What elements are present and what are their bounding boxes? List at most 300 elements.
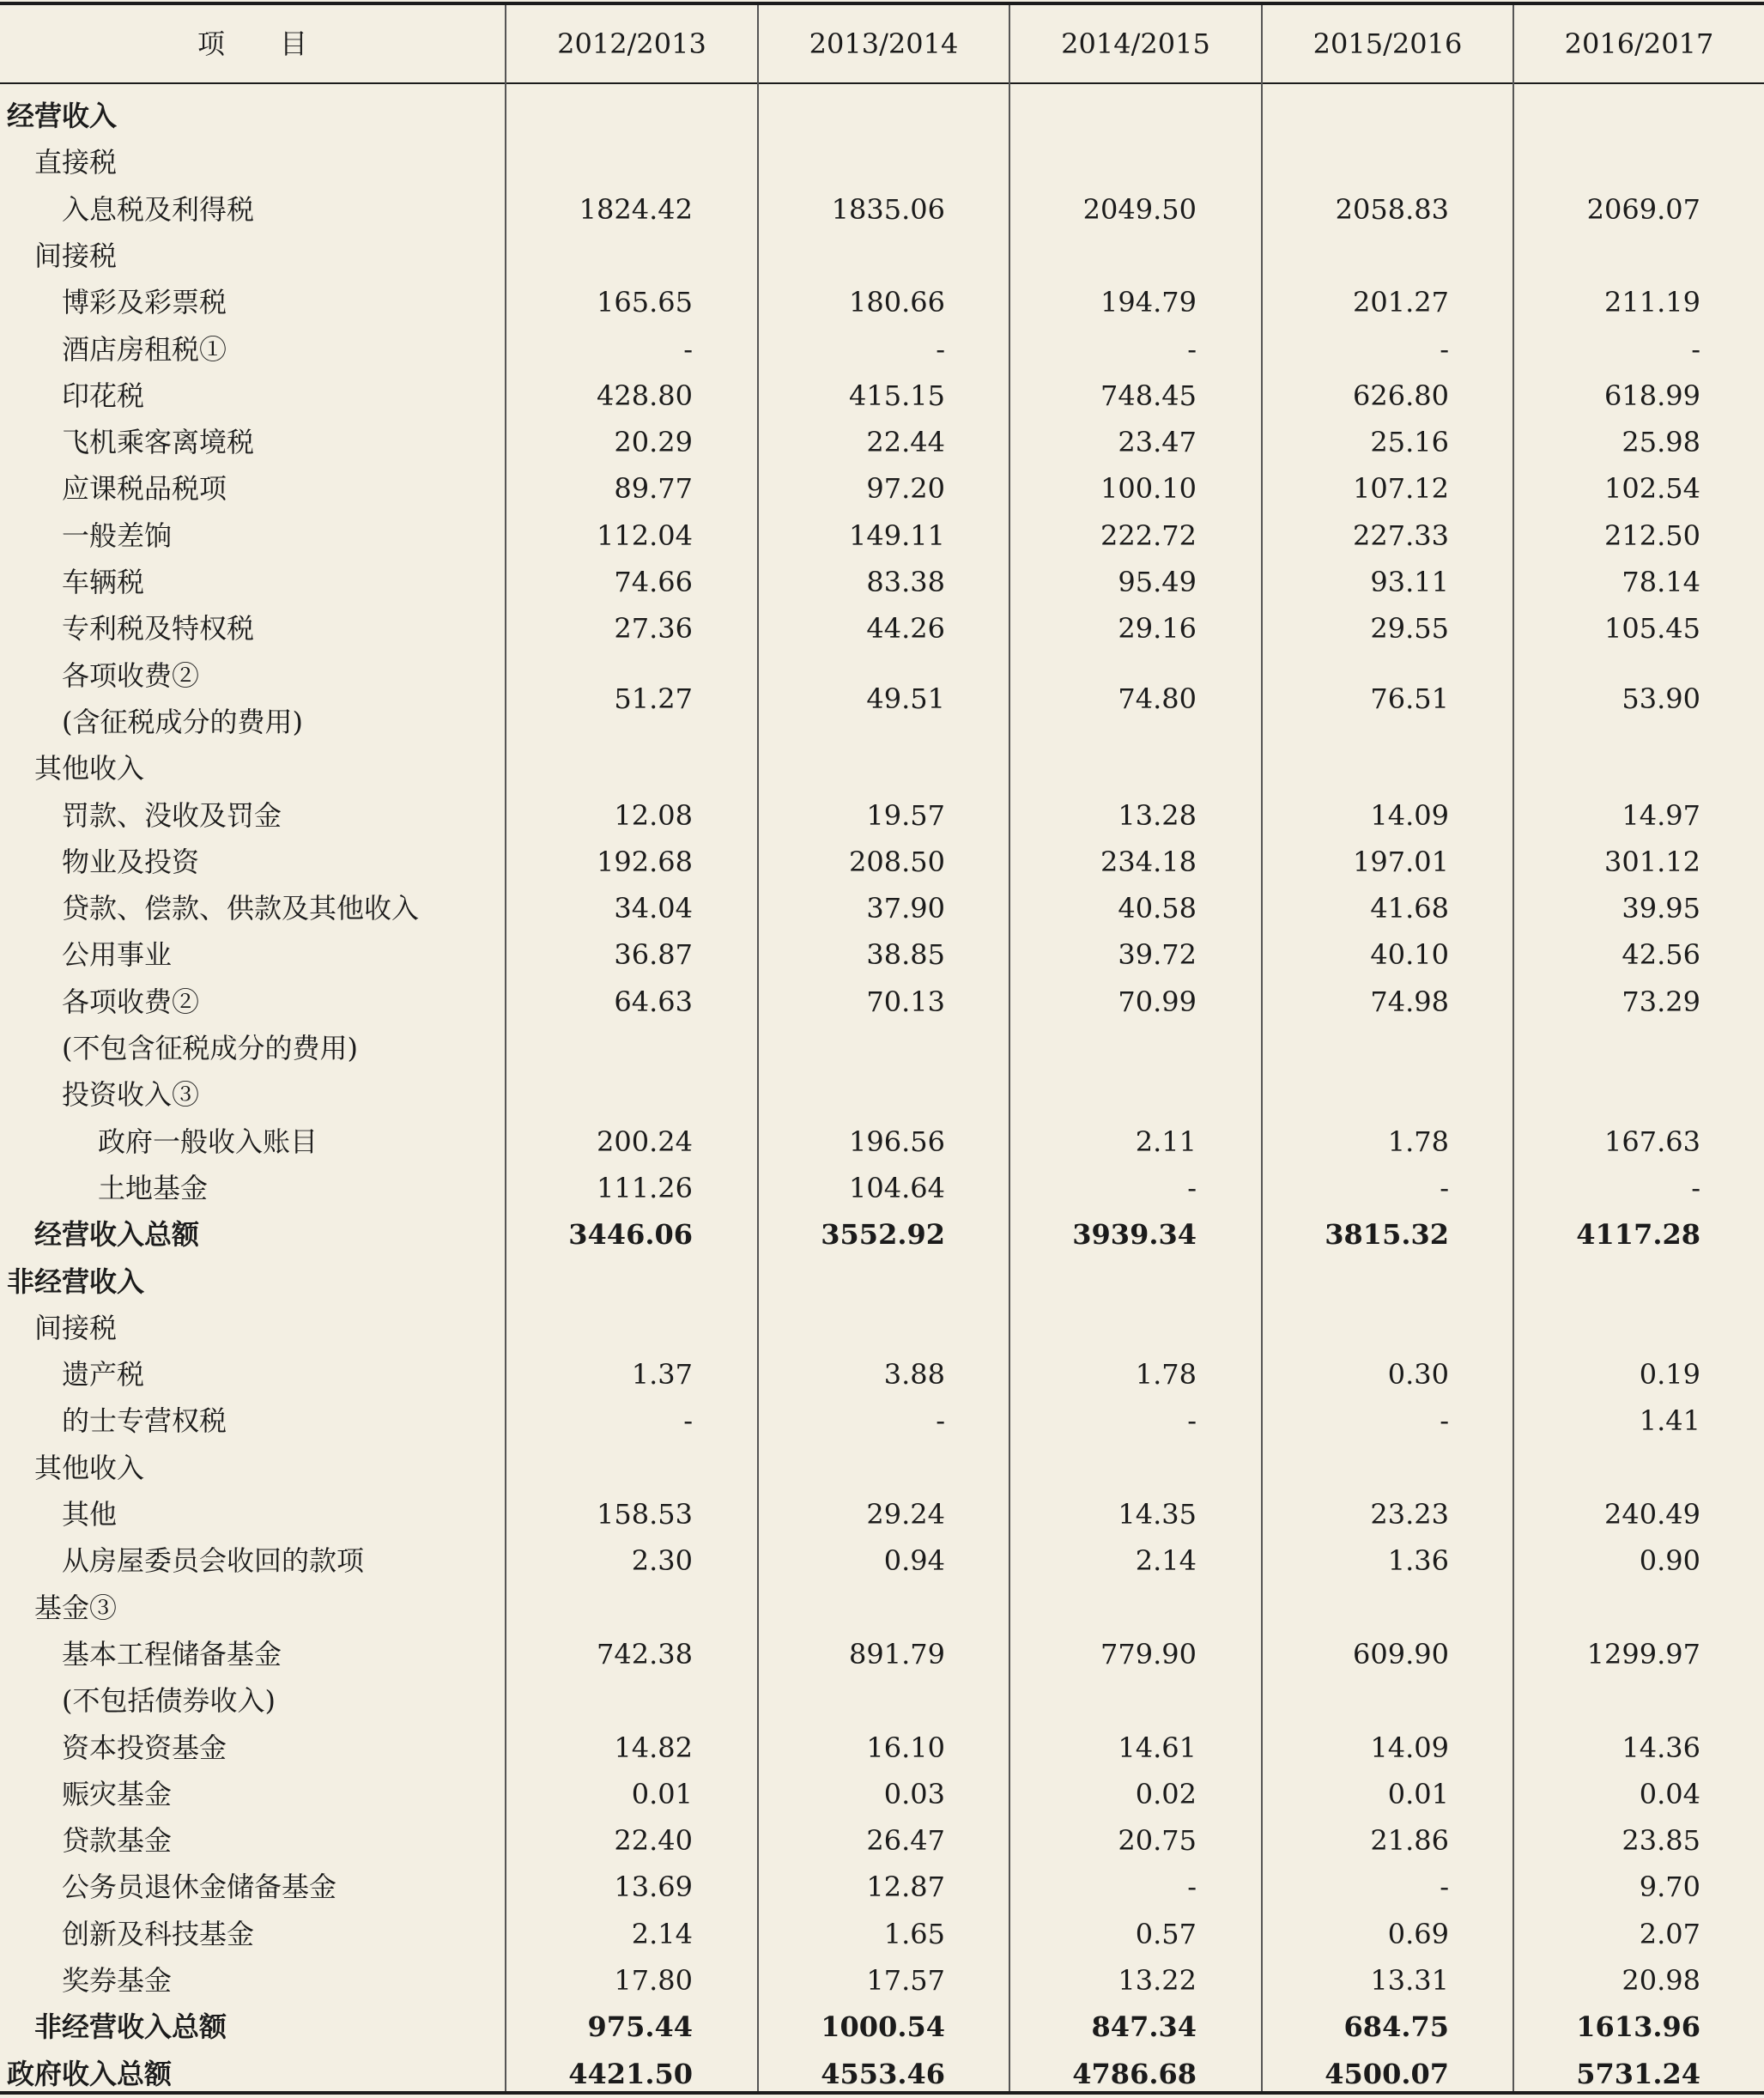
- row-label: 非经营收入: [7, 1265, 145, 1298]
- row-value: 22.40: [614, 1824, 693, 1857]
- row-value: 0.69: [1387, 1918, 1449, 1950]
- row-value: 2.14: [1135, 1544, 1197, 1577]
- row-value: [759, 1071, 945, 1118]
- row-value: [1263, 139, 1449, 185]
- row-value: 779.90: [1100, 1638, 1197, 1671]
- row-value: 4786.68: [1072, 2058, 1197, 2090]
- row-label: 赈灾基金: [62, 1778, 173, 1810]
- row-value: 12.08: [614, 799, 693, 832]
- row-value: 165.65: [597, 286, 693, 318]
- row-value: [1514, 139, 1700, 185]
- row-value: 29.16: [1118, 612, 1197, 645]
- row-value: [1514, 1071, 1700, 1118]
- row-label: 政府收入总额: [7, 2058, 173, 2090]
- row-label: 博彩及彩票税: [62, 286, 227, 318]
- row-value: 74.80: [1118, 682, 1197, 715]
- row-value: 16.10: [866, 1731, 945, 1764]
- row-value: [506, 1585, 693, 1631]
- row-label: (含征税成分的费用): [62, 706, 303, 738]
- table-row: [0, 1631, 1764, 1677]
- row-value: 2.07: [1639, 1918, 1700, 1950]
- row-value: [1010, 1445, 1197, 1491]
- row-label: 直接税: [34, 146, 118, 179]
- row-value: 25.98: [1622, 426, 1700, 458]
- row-value: 20.75: [1118, 1824, 1197, 1857]
- table-row: [0, 1677, 1764, 1724]
- row-value: 37.90: [866, 892, 945, 925]
- row-label: 其他: [62, 1498, 118, 1531]
- row-value: 104.64: [849, 1172, 945, 1204]
- row-value: [1263, 1677, 1449, 1724]
- row-value: 39.95: [1622, 892, 1700, 925]
- row-label: 非经营收入总额: [34, 2010, 227, 2043]
- row-value: 149.11: [849, 519, 945, 552]
- row-value: [759, 1258, 945, 1305]
- row-value: 29.24: [866, 1498, 945, 1531]
- row-label: 土地基金: [98, 1172, 209, 1204]
- row-value: 1.65: [883, 1918, 945, 1950]
- row-label: 酒店房租税①: [62, 333, 227, 366]
- row-value: 13.28: [1118, 799, 1197, 832]
- table-row: [0, 1165, 1764, 1211]
- row-value: 13.22: [1118, 1964, 1197, 1997]
- row-value: 201.27: [1353, 286, 1449, 318]
- row-value: [1263, 233, 1449, 279]
- header-item: 项 目: [197, 27, 307, 60]
- row-value: 70.13: [866, 985, 945, 1018]
- row-value: 0.19: [1639, 1358, 1700, 1391]
- row-value: 415.15: [849, 379, 945, 412]
- row-value: [506, 1445, 693, 1491]
- row-label: 各项收费②: [62, 659, 200, 692]
- header-year: 2014/2015: [1061, 27, 1210, 60]
- row-value: 180.66: [849, 286, 945, 318]
- row-value: 20.29: [614, 426, 693, 458]
- table-row: [0, 186, 1764, 233]
- table-row: [0, 1817, 1764, 1864]
- row-value: [1263, 93, 1449, 139]
- row-value: 167.63: [1604, 1125, 1700, 1158]
- row-value: 428.80: [597, 379, 693, 412]
- row-value: 3552.92: [821, 1218, 945, 1251]
- row-value: [759, 233, 945, 279]
- row-label: 基本工程储备基金: [62, 1638, 282, 1671]
- row-label: 飞机乘客离境税: [62, 426, 255, 458]
- row-label: 间接税: [34, 240, 118, 272]
- row-value: -: [1440, 1871, 1449, 1903]
- row-value: [1010, 1677, 1197, 1724]
- row-value: 41.68: [1370, 892, 1449, 925]
- table-row: [0, 2051, 1764, 2097]
- row-value: 23.23: [1370, 1498, 1449, 1531]
- row-label: 其他收入: [34, 752, 145, 785]
- row-label: 奖券基金: [62, 1964, 173, 1997]
- table-row: [0, 279, 1764, 325]
- row-value: [1263, 1445, 1449, 1491]
- header-rule: [0, 82, 1764, 84]
- row-value: 0.94: [883, 1544, 945, 1577]
- row-value: -: [683, 1404, 693, 1437]
- row-value: 618.99: [1604, 379, 1700, 412]
- row-value: 14.82: [614, 1731, 693, 1764]
- header-year: 2016/2017: [1564, 27, 1714, 60]
- row-value: 83.38: [866, 566, 945, 598]
- row-label: 遗产税: [62, 1358, 145, 1391]
- row-value: 626.80: [1353, 379, 1449, 412]
- row-value: [1514, 1305, 1700, 1351]
- row-value: 1824.42: [579, 193, 693, 226]
- row-value: [1263, 1305, 1449, 1351]
- row-value: [1263, 1585, 1449, 1631]
- row-value: -: [1440, 1404, 1449, 1437]
- row-value: 0.03: [883, 1778, 945, 1810]
- row-value: 211.19: [1604, 286, 1700, 318]
- row-value: 2.30: [631, 1544, 693, 1577]
- row-value: 14.09: [1370, 1731, 1449, 1764]
- row-value: 74.98: [1370, 985, 1449, 1018]
- row-value: 89.77: [614, 472, 693, 505]
- row-value: 2058.83: [1335, 193, 1449, 226]
- row-value: 1.36: [1387, 1544, 1449, 1577]
- row-label: 物业及投资: [62, 846, 200, 878]
- row-value: 0.04: [1639, 1778, 1700, 1810]
- row-value: 0.02: [1135, 1778, 1197, 1810]
- row-value: [1514, 93, 1700, 139]
- table-row: [0, 1119, 1764, 1165]
- row-label: 罚款、没收及罚金: [62, 799, 282, 832]
- table-row: [0, 931, 1764, 978]
- row-value: -: [1440, 1172, 1449, 1204]
- row-label: (不包括债券收入): [62, 1684, 276, 1717]
- row-value: 227.33: [1353, 519, 1449, 552]
- row-value: 97.20: [866, 472, 945, 505]
- row-value: 2.14: [631, 1918, 693, 1950]
- row-value: 14.35: [1118, 1498, 1197, 1531]
- row-label: 车辆税: [62, 566, 145, 598]
- row-value: [759, 93, 945, 139]
- row-label: (不包含征税成分的费用): [62, 1032, 358, 1064]
- row-value: 40.58: [1118, 892, 1197, 925]
- row-value: [759, 745, 945, 791]
- row-value: 105.45: [1604, 612, 1700, 645]
- row-value: 2069.07: [1586, 193, 1700, 226]
- row-value: [1010, 1071, 1197, 1118]
- row-value: [1010, 1585, 1197, 1631]
- row-label: 经营收入: [7, 100, 118, 132]
- row-value: 23.85: [1622, 1824, 1700, 1857]
- row-value: [506, 1305, 693, 1351]
- table-row: [0, 1957, 1764, 2004]
- row-value: 23.47: [1118, 426, 1197, 458]
- row-value: [1263, 1258, 1449, 1305]
- row-value: 1613.96: [1576, 2010, 1700, 2043]
- row-value: [759, 1677, 945, 1724]
- row-value: [1514, 1258, 1700, 1305]
- table-row: [0, 139, 1764, 185]
- row-value: 212.50: [1604, 519, 1700, 552]
- row-value: 13.31: [1370, 1964, 1449, 1997]
- row-value: 100.10: [1100, 472, 1197, 505]
- table-row: [0, 1864, 1764, 1910]
- row-value: 27.36: [614, 612, 693, 645]
- row-value: 234.18: [1100, 846, 1197, 878]
- row-value: 2.11: [1135, 1125, 1197, 1158]
- row-value: [1263, 1025, 1449, 1071]
- row-value: 1299.97: [1586, 1638, 1700, 1671]
- row-value: [506, 745, 693, 791]
- row-value: 0.01: [631, 1778, 693, 1810]
- table-row: [0, 605, 1764, 652]
- table-row: [0, 1445, 1764, 1491]
- row-value: 49.51: [866, 682, 945, 715]
- row-value: 847.34: [1091, 2010, 1197, 2043]
- row-value: [506, 1071, 693, 1118]
- table-row: [0, 1725, 1764, 1771]
- row-value: -: [1187, 1172, 1197, 1204]
- row-value: 609.90: [1353, 1638, 1449, 1671]
- row-value: 22.44: [866, 426, 945, 458]
- row-value: 4421.50: [568, 2058, 693, 2090]
- row-value: 3446.06: [568, 1218, 693, 1251]
- row-value: 1000.54: [821, 2010, 945, 2043]
- row-value: -: [1187, 333, 1197, 366]
- row-value: -: [1187, 1404, 1197, 1437]
- row-value: 38.85: [866, 938, 945, 971]
- row-value: [506, 1677, 693, 1724]
- table-row: [0, 1258, 1764, 1305]
- row-value: 194.79: [1100, 286, 1197, 318]
- row-value: -: [683, 333, 693, 366]
- table-row: [0, 1911, 1764, 1957]
- row-value: [1514, 233, 1700, 279]
- table-row: [0, 559, 1764, 605]
- row-value: 192.68: [597, 846, 693, 878]
- row-value: 684.75: [1343, 2010, 1449, 2043]
- row-value: [1010, 1305, 1197, 1351]
- row-value: -: [1691, 333, 1700, 366]
- row-value: 17.80: [614, 1964, 693, 1997]
- row-label: 从房屋委员会收回的款项: [62, 1544, 365, 1577]
- row-value: -: [1691, 1172, 1700, 1204]
- row-value: 42.56: [1622, 938, 1700, 971]
- table-row: [0, 93, 1764, 139]
- table-row: [0, 792, 1764, 839]
- table-row: [0, 885, 1764, 931]
- row-value: [506, 233, 693, 279]
- row-value: [759, 1025, 945, 1071]
- row-label: 公用事业: [62, 938, 173, 971]
- header-year: 2013/2014: [809, 27, 959, 60]
- header-year: 2015/2016: [1312, 27, 1463, 60]
- row-label: 专利税及特权税: [62, 612, 255, 645]
- row-value: 1.78: [1387, 1125, 1449, 1158]
- row-value: 196.56: [849, 1125, 945, 1158]
- table-row: [0, 1491, 1764, 1537]
- table-row: [0, 465, 1764, 512]
- row-label: 经营收入总额: [34, 1218, 200, 1251]
- row-value: 107.12: [1353, 472, 1449, 505]
- row-value: 17.57: [866, 1964, 945, 1997]
- table-row: [0, 745, 1764, 791]
- row-value: 1.37: [631, 1358, 693, 1391]
- table-row: [0, 1771, 1764, 1817]
- row-value: 36.87: [614, 938, 693, 971]
- row-label: 贷款、偿款、供款及其他收入: [62, 892, 420, 925]
- row-label: 投资收入③: [62, 1078, 200, 1111]
- row-value: [1010, 745, 1197, 791]
- row-value: 0.01: [1387, 1778, 1449, 1810]
- row-value: 70.99: [1118, 985, 1197, 1018]
- row-value: 34.04: [614, 892, 693, 925]
- row-value: 64.63: [614, 985, 693, 1018]
- table-row: [0, 1305, 1764, 1351]
- row-value: 76.51: [1370, 682, 1449, 715]
- row-value: [506, 1258, 693, 1305]
- row-value: 0.90: [1639, 1544, 1700, 1577]
- row-label: 间接税: [34, 1312, 118, 1344]
- table-row: [0, 839, 1764, 885]
- row-value: 208.50: [849, 846, 945, 878]
- table-row: [0, 676, 1764, 722]
- row-value: 21.86: [1370, 1824, 1449, 1857]
- row-label: 一般差饷: [62, 519, 173, 552]
- row-value: 4500.07: [1325, 2058, 1449, 2090]
- row-label: 公务员退休金储备基金: [62, 1871, 337, 1903]
- row-label: 基金③: [34, 1592, 118, 1624]
- row-value: 14.36: [1622, 1731, 1700, 1764]
- row-value: [1514, 1025, 1700, 1071]
- row-value: 158.53: [597, 1498, 693, 1531]
- row-value: 0.57: [1135, 1918, 1197, 1950]
- row-value: 14.97: [1622, 799, 1700, 832]
- row-value: -: [1187, 1871, 1197, 1903]
- row-value: 78.14: [1622, 566, 1700, 598]
- row-value: 9.70: [1639, 1871, 1700, 1903]
- row-value: 891.79: [849, 1638, 945, 1671]
- row-value: 93.11: [1370, 566, 1449, 598]
- row-value: 200.24: [597, 1125, 693, 1158]
- row-value: [1010, 93, 1197, 139]
- row-value: 29.55: [1370, 612, 1449, 645]
- row-label: 其他收入: [34, 1452, 145, 1484]
- row-value: -: [936, 333, 945, 366]
- row-label: 各项收费②: [62, 985, 200, 1018]
- row-value: 1.41: [1639, 1404, 1700, 1437]
- row-value: 39.72: [1118, 938, 1197, 971]
- table-row: [0, 1025, 1764, 1071]
- row-label: 的士专营权税: [62, 1404, 227, 1437]
- row-value: [759, 1445, 945, 1491]
- row-value: 0.30: [1387, 1358, 1449, 1391]
- row-value: 3815.32: [1325, 1218, 1449, 1251]
- row-value: 73.29: [1622, 985, 1700, 1018]
- row-value: 95.49: [1118, 566, 1197, 598]
- row-value: [1514, 1585, 1700, 1631]
- row-value: 102.54: [1604, 472, 1700, 505]
- row-value: 14.61: [1118, 1731, 1197, 1764]
- table-row: [0, 326, 1764, 373]
- row-value: 2049.50: [1082, 193, 1197, 226]
- table-row: [0, 1398, 1764, 1444]
- row-value: [1010, 233, 1197, 279]
- row-value: 301.12: [1604, 846, 1700, 878]
- row-value: [506, 93, 693, 139]
- row-value: [1514, 1677, 1700, 1724]
- row-value: 4117.28: [1576, 1218, 1700, 1251]
- row-value: 40.10: [1370, 938, 1449, 971]
- row-value: 12.87: [866, 1871, 945, 1903]
- row-value: [506, 139, 693, 185]
- row-value: 51.27: [614, 682, 693, 715]
- row-label: 贷款基金: [62, 1824, 173, 1857]
- row-value: 74.66: [614, 566, 693, 598]
- row-value: [506, 1025, 693, 1071]
- row-value: [759, 1585, 945, 1631]
- row-value: 13.69: [614, 1871, 693, 1903]
- row-label: 应课税品税项: [62, 472, 227, 505]
- row-value: 4553.46: [821, 2058, 945, 2090]
- row-value: [1263, 1071, 1449, 1118]
- row-label: 政府一般收入账目: [98, 1125, 318, 1158]
- table-row: [0, 979, 1764, 1025]
- row-value: [759, 139, 945, 185]
- row-value: 5731.24: [1576, 2058, 1700, 2090]
- table-row: [0, 1351, 1764, 1398]
- row-value: [1010, 1258, 1197, 1305]
- row-value: 44.26: [866, 612, 945, 645]
- row-value: [1514, 745, 1700, 791]
- row-label: 创新及科技基金: [62, 1918, 255, 1950]
- table-row: [0, 1211, 1764, 1258]
- row-value: 112.04: [597, 519, 693, 552]
- row-value: 742.38: [597, 1638, 693, 1671]
- row-value: 975.44: [587, 2010, 693, 2043]
- row-value: -: [936, 1404, 945, 1437]
- table-row: [0, 1071, 1764, 1118]
- row-value: [1263, 745, 1449, 791]
- row-value: 19.57: [866, 799, 945, 832]
- row-value: 26.47: [866, 1824, 945, 1857]
- row-value: [759, 1305, 945, 1351]
- table-row: [0, 233, 1764, 279]
- row-value: 748.45: [1100, 379, 1197, 412]
- row-value: [1010, 139, 1197, 185]
- row-label: 入息税及利得税: [62, 193, 255, 226]
- row-value: 20.98: [1622, 1964, 1700, 1997]
- row-value: 197.01: [1353, 846, 1449, 878]
- row-value: [1514, 1445, 1700, 1491]
- row-value: 14.09: [1370, 799, 1449, 832]
- row-value: 1.78: [1135, 1358, 1197, 1391]
- row-value: 3.88: [883, 1358, 945, 1391]
- row-value: 3939.34: [1072, 1218, 1197, 1251]
- table-row: [0, 512, 1764, 559]
- table-row: [0, 1537, 1764, 1584]
- row-value: 111.26: [597, 1172, 693, 1204]
- row-value: 53.90: [1622, 682, 1700, 715]
- table-row: [0, 419, 1764, 465]
- table-row: [0, 1585, 1764, 1631]
- table-row: [0, 373, 1764, 419]
- row-value: 240.49: [1604, 1498, 1700, 1531]
- row-value: 1835.06: [831, 193, 945, 226]
- row-value: [1010, 1025, 1197, 1071]
- row-value: 222.72: [1100, 519, 1197, 552]
- table-row: [0, 2004, 1764, 2050]
- row-value: -: [1440, 333, 1449, 366]
- header-year: 2012/2013: [557, 27, 706, 60]
- row-label: 印花税: [62, 379, 145, 412]
